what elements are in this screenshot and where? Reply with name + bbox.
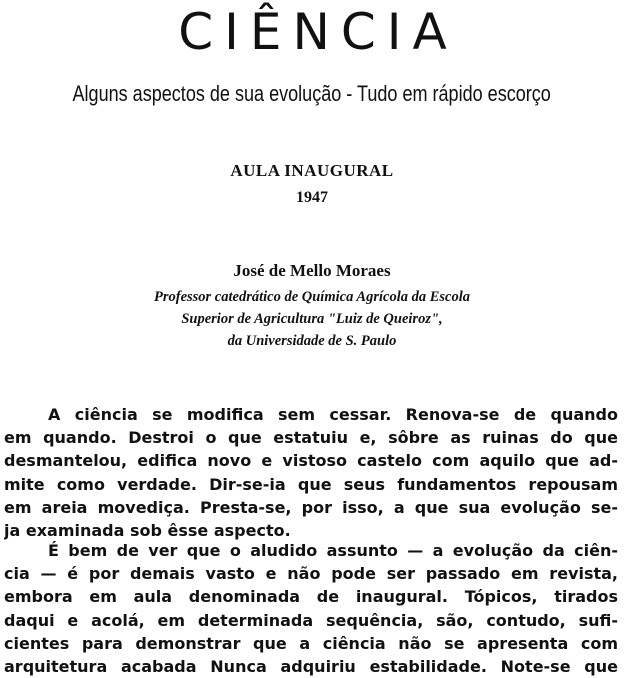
document-subtitle [0,80,624,108]
body-paragraph-1 [4,403,618,542]
paragraph-line: mite como verdade. Dir-se-ia que seus fundamentos repousam [4,474,618,494]
document-title: CIÊNCIA [178,3,458,61]
paragraph-line: cia — é por demais vasto e não pode ser passado em revista, [4,564,618,584]
lecture-label: AULA INAUGURAL [230,161,394,180]
paragraph-line: A ciência se modifica sem cessar. Renova-se de quando [48,405,618,424]
author-name: José de Mello Moraes [233,261,391,280]
author-affiliation-line: da Universidade de S. Paulo [227,333,397,349]
author-affiliation-line: Superior de Agricultura "Luiz de Queiroz", [181,311,443,327]
paragraph-line: cientes para demonstrar que a ciência não se apresenta com [4,633,618,653]
body-paragraph-2 [4,539,618,678]
paragraph-line: em quando. Destroi o que estatuiu e, sôbre as ruinas do que [4,428,618,448]
paragraph-line: ja examinada sob êsse aspecto. [4,520,291,540]
subtitle-text: Alguns aspectos de sua evolução - Tudo em rápido escorço [72,81,552,106]
paragraph-line: desmantelou, edifica novo e vistoso castelo com aquilo que ad- [4,451,618,471]
paragraph-line: embora em aula denominada de inaugural. Tópicos, tirados [4,587,618,607]
paragraph-line: É bem de ver que o aludido assunto — a evolução da ciên- [48,541,618,560]
author-affiliation-line: Professor catedrático de Química Agrícola da Escola [153,289,471,305]
paragraph-line: daqui e acolá, em determinada sequência, são, contudo, sufi- [4,610,618,630]
paragraph-line: em areia movediça. Presta-se, por isso, a que sua evolução se- [4,497,618,517]
lecture-year: 1947 [296,189,328,206]
paragraph-line: arquitetura acabada Nunca adquiriu estabilidade. Note-se que [4,656,618,676]
